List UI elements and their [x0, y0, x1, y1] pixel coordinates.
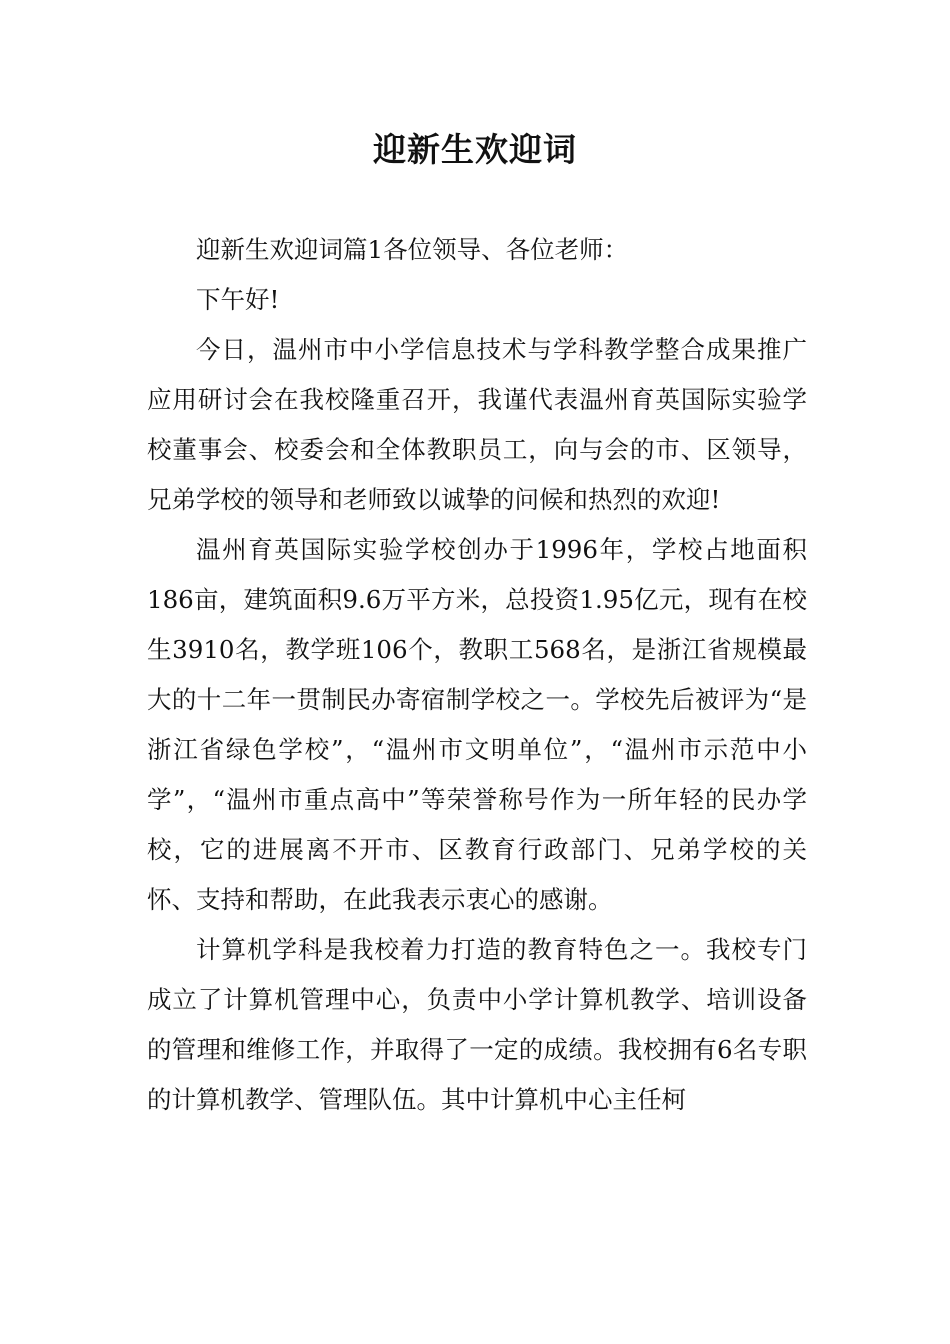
document-body — [147, 225, 807, 1125]
paragraph-good-afternoon: 下午好! — [196, 285, 280, 314]
paragraph-school-intro: 温州育英国际实验学校创办于1996年，学校占地面积186亩，建筑面积9.6万平方米，总投资1.95亿元，现有在校生3910名，教学班106个，教职工568名，是浙江省规模最大的十二年一贯制民办寄宿制学校之一。学校先后被评为“是浙江省绿色学校”，“温州市文明单位”，“温州市示范中小学”，“温州市重点高中”等荣誉称号作为一所年轻的民办学校，它的进展离不开市、区教育行政部门、兄弟学校的关怀、支持和帮助，在此我表示衷心的感谢。 — [147, 535, 807, 914]
paragraph-welcome: 今日，温州市中小学信息技术与学科教学整合成果推广应用研讨会在我校隆重召开，我谨代表温州育英国际实验学校董事会、校委会和全体教职员工，向与会的市、区领导，兄弟学校的领导和老师致以诚挚的问候和热烈的欢迎! — [147, 335, 807, 514]
document-title: 迎新生欢迎词 — [373, 130, 577, 169]
paragraph-greeting: 迎新生欢迎词篇1各位领导、各位老师： — [196, 235, 629, 264]
paragraph-computer-subject: 计算机学科是我校着力打造的教育特色之一。我校专门成立了计算机管理中心，负责中小学计算机教学、培训设备的管理和维修工作，并取得了一定的成绩。我校拥有6名专职的计算机教学、管理队伍。其中计算机中心主任柯 — [147, 935, 807, 1114]
